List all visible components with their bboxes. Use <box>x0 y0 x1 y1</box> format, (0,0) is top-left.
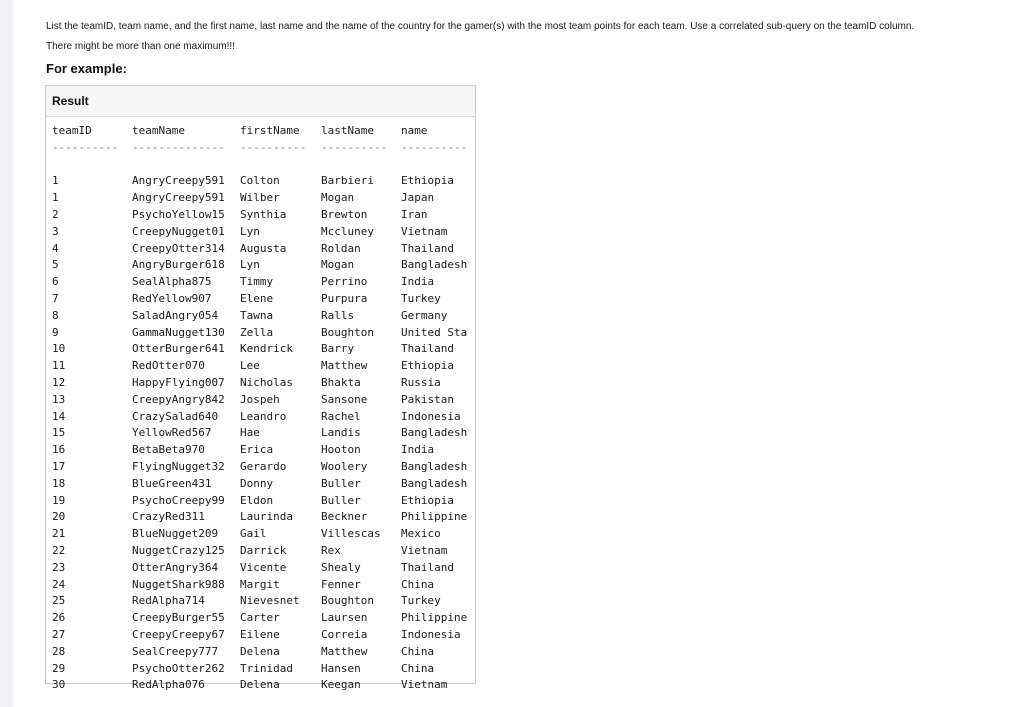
cell-teamname: SaladAngry054 <box>132 308 219 322</box>
table-row <box>52 509 475 526</box>
cell-teamname: NuggetCrazy125 <box>132 543 225 557</box>
cell-firstname: Gail <box>240 527 267 541</box>
cell-country: China <box>401 661 435 675</box>
table-row <box>52 543 475 560</box>
cell-firstname: Colton <box>240 174 280 188</box>
cell-teamname: SealCreepy777 <box>132 644 219 658</box>
cell-firstname: Trinidad <box>240 661 293 675</box>
table-row <box>52 677 475 694</box>
cell-teamid: 12 <box>52 375 66 389</box>
cell-teamid: 1 <box>52 191 59 205</box>
table-row <box>52 493 475 510</box>
cell-lastname: Purpura <box>321 291 368 305</box>
cell-teamname: OtterBurger641 <box>132 342 225 356</box>
table-row <box>52 425 475 442</box>
cell-country: Vietnam <box>401 678 448 692</box>
cell-lastname: Correia <box>321 627 368 641</box>
cell-lastname: Mogan <box>321 258 355 272</box>
cell-teamid: 18 <box>52 476 66 490</box>
table-row <box>52 644 475 661</box>
cell-country: Mexico <box>401 527 441 541</box>
cell-teamname: CreepyAngry842 <box>132 392 225 406</box>
cell-country: Ethiopia <box>401 493 454 507</box>
cell-firstname: Jospeh <box>240 392 280 406</box>
cell-lastname: Boughton <box>321 594 374 608</box>
cell-teamname: PsychoCreepy99 <box>132 493 225 507</box>
cell-teamname: RedOtter070 <box>132 359 205 373</box>
cell-country: Germany <box>401 308 448 322</box>
cell-teamid: 11 <box>52 359 66 373</box>
cell-teamid: 7 <box>52 291 59 305</box>
cell-lastname: Buller <box>321 493 361 507</box>
cell-lastname: Keegan <box>321 678 361 692</box>
cell-teamid: 9 <box>52 325 59 339</box>
cell-firstname: Erica <box>240 443 274 457</box>
cell-teamname: NuggetShark988 <box>132 577 225 591</box>
table-row <box>52 207 475 224</box>
cell-country: Turkey <box>401 291 441 305</box>
cell-teamname: CreepyOtter314 <box>132 241 225 255</box>
table-row <box>52 257 475 274</box>
cell-teamname: PsychoYellow15 <box>132 207 225 221</box>
cell-teamid: 5 <box>52 258 59 272</box>
cell-country: Bangladesh <box>401 476 468 490</box>
cell-teamname: CreepyNugget01 <box>132 224 225 238</box>
cell-lastname: Mccluney <box>321 224 374 238</box>
cell-lastname: Hooton <box>321 443 361 457</box>
cell-lastname: Rex <box>321 543 341 557</box>
cell-teamname: AngryCreepy591 <box>132 174 225 188</box>
cell-teamid: 8 <box>52 308 59 322</box>
table-row <box>52 224 475 241</box>
cell-country: Ethiopia <box>401 174 454 188</box>
table-row <box>52 593 475 610</box>
cell-lastname: Matthew <box>321 359 368 373</box>
table-row <box>52 459 475 476</box>
result-title: Result <box>46 86 475 117</box>
question-page <box>13 0 1024 707</box>
cell-country: Japan <box>401 191 435 205</box>
cell-teamname: BlueNugget209 <box>132 527 219 541</box>
cell-firstname: Augusta <box>240 241 287 255</box>
cell-lastname: Barbieri <box>321 174 374 188</box>
table-row <box>52 375 475 392</box>
table-row <box>52 560 475 577</box>
cell-firstname: Gerardo <box>240 459 287 473</box>
cell-firstname: Carter <box>240 611 280 625</box>
table-row <box>52 325 475 342</box>
cell-teamname: SealAlpha875 <box>132 275 212 289</box>
cell-lastname: Shealy <box>321 560 361 574</box>
cell-lastname: Sansone <box>321 392 368 406</box>
cell-lastname: Boughton <box>321 325 374 339</box>
result-panel <box>45 85 476 692</box>
cell-teamid: 6 <box>52 275 59 289</box>
cell-firstname: Laurinda <box>240 510 293 524</box>
cell-firstname: Nievesnet <box>240 594 300 608</box>
separator-cell: ---------- <box>321 140 388 154</box>
blank-line <box>52 157 475 174</box>
cell-teamname: RedYellow907 <box>132 291 212 305</box>
cell-country: Philippine <box>401 611 468 625</box>
cell-teamid: 13 <box>52 392 66 406</box>
cell-teamname: OtterAngry364 <box>132 560 219 574</box>
cell-teamid: 2 <box>52 207 59 221</box>
result-rows <box>52 173 475 694</box>
cell-teamname: RedAlpha076 <box>132 678 205 692</box>
table-row <box>52 274 475 291</box>
cell-teamname: RedAlpha714 <box>132 594 205 608</box>
table-row <box>52 341 475 358</box>
cell-lastname: Fenner <box>321 577 361 591</box>
table-row <box>52 476 475 493</box>
cell-teamid: 27 <box>52 627 66 641</box>
cell-country: India <box>401 443 435 457</box>
header-firstname: firstName <box>240 124 300 137</box>
cell-firstname: Donny <box>240 476 274 490</box>
cell-lastname: Perrino <box>321 275 368 289</box>
cell-teamname: YellowRed567 <box>132 426 212 440</box>
table-row <box>52 610 475 627</box>
cell-lastname: Hansen <box>321 661 361 675</box>
question-line-2: There might be more than one maximum!!! <box>46 41 235 52</box>
cell-country: Russia <box>401 375 441 389</box>
cell-lastname: Matthew <box>321 644 368 658</box>
cell-teamid: 10 <box>52 342 66 356</box>
result-output <box>46 117 475 694</box>
table-row <box>52 241 475 258</box>
cell-firstname: Hae <box>240 426 260 440</box>
cell-country: India <box>401 275 435 289</box>
cell-firstname: Lyn <box>240 224 260 238</box>
cell-lastname: Beckner <box>321 510 368 524</box>
separator-cell: ---------- <box>52 140 119 154</box>
cell-lastname: Landis <box>321 426 361 440</box>
result-separator-row <box>52 140 475 157</box>
cell-teamname: HappyFlying007 <box>132 375 225 389</box>
question-text <box>46 17 1021 57</box>
table-row <box>52 661 475 678</box>
separator-cell: ---------- <box>240 140 307 154</box>
cell-firstname: Timmy <box>240 275 274 289</box>
cell-teamid: 24 <box>52 577 66 591</box>
cell-teamid: 17 <box>52 459 66 473</box>
table-row <box>52 526 475 543</box>
cell-country: Vietnam <box>401 543 448 557</box>
cell-teamid: 30 <box>52 678 66 692</box>
cell-firstname: Zella <box>240 325 274 339</box>
cell-firstname: Delena <box>240 678 280 692</box>
cell-country: Bangladesh <box>401 426 468 440</box>
cell-firstname: Leandro <box>240 409 287 423</box>
cell-lastname: Buller <box>321 476 361 490</box>
example-heading: For example: <box>46 61 127 76</box>
table-row <box>52 409 475 426</box>
cell-lastname: Brewton <box>321 207 368 221</box>
cell-teamid: 21 <box>52 527 66 541</box>
table-row <box>52 442 475 459</box>
cell-teamname: AngryCreepy591 <box>132 191 225 205</box>
cell-teamname: CrazySalad640 <box>132 409 219 423</box>
cell-teamid: 14 <box>52 409 66 423</box>
header-name: name <box>401 124 428 137</box>
cell-teamid: 23 <box>52 560 66 574</box>
cell-teamname: BetaBeta970 <box>132 443 205 457</box>
cell-lastname: Villescas <box>321 527 381 541</box>
cell-teamid: 22 <box>52 543 66 557</box>
cell-lastname: Barry <box>321 342 355 356</box>
cell-firstname: Elene <box>240 291 274 305</box>
cell-teamname: CrazyRed311 <box>132 510 205 524</box>
cell-country: China <box>401 577 435 591</box>
cell-country: Iran <box>401 207 428 221</box>
separator-cell: -------------- <box>132 140 225 154</box>
cell-teamid: 15 <box>52 426 66 440</box>
table-row <box>52 627 475 644</box>
table-row <box>52 358 475 375</box>
cell-country: Turkey <box>401 594 441 608</box>
cell-firstname: Eldon <box>240 493 274 507</box>
cell-teamid: 28 <box>52 644 66 658</box>
cell-teamid: 25 <box>52 594 66 608</box>
cell-teamid: 29 <box>52 661 66 675</box>
cell-country: Indonesia <box>401 627 461 641</box>
table-row <box>52 190 475 207</box>
cell-teamid: 16 <box>52 443 66 457</box>
cell-lastname: Bhakta <box>321 375 361 389</box>
cell-lastname: Roldan <box>321 241 361 255</box>
question-line-1: List the teamID, team name, and the first name, last name and the name of the country for the gamer(s) with the most team points for each team. Use a correlated sub-query on the teamID column. <box>46 21 915 32</box>
cell-teamname: CreepyBurger55 <box>132 611 225 625</box>
cell-firstname: Margit <box>240 577 280 591</box>
cell-country: Bangladesh <box>401 258 468 272</box>
cell-lastname: Mogan <box>321 191 355 205</box>
cell-teamname: AngryBurger618 <box>132 258 225 272</box>
cell-country: China <box>401 644 435 658</box>
separator-cell: ---------- <box>401 140 468 154</box>
cell-firstname: Lee <box>240 359 260 373</box>
table-row <box>52 392 475 409</box>
cell-firstname: Vicente <box>240 560 287 574</box>
cell-country: Vietnam <box>401 224 448 238</box>
cell-teamid: 3 <box>52 224 59 238</box>
cell-firstname: Synthia <box>240 207 287 221</box>
cell-teamid: 1 <box>52 174 59 188</box>
cell-teamid: 19 <box>52 493 66 507</box>
cell-firstname: Tawna <box>240 308 274 322</box>
cell-teamname: BlueGreen431 <box>132 476 212 490</box>
cell-lastname: Laursen <box>321 611 368 625</box>
cell-teamname: CreepyCreepy67 <box>132 627 225 641</box>
cell-country: Thailand <box>401 342 454 356</box>
cell-teamname: FlyingNugget32 <box>132 459 225 473</box>
table-row <box>52 577 475 594</box>
header-teamid: teamID <box>52 124 92 137</box>
cell-teamname: GammaNugget130 <box>132 325 225 339</box>
table-row <box>52 173 475 190</box>
cell-lastname: Ralls <box>321 308 355 322</box>
cell-teamid: 20 <box>52 510 66 524</box>
cell-country: Thailand <box>401 241 454 255</box>
table-row <box>52 308 475 325</box>
cell-country: United Sta <box>401 325 468 339</box>
cell-country: Philippine <box>401 510 468 524</box>
header-lastname: lastName <box>321 124 374 137</box>
cell-firstname: Eilene <box>240 627 280 641</box>
cell-lastname: Rachel <box>321 409 361 423</box>
table-row <box>52 291 475 308</box>
cell-lastname: Woolery <box>321 459 368 473</box>
cell-country: Thailand <box>401 560 454 574</box>
cell-teamid: 4 <box>52 241 59 255</box>
cell-teamname: PsychoOtter262 <box>132 661 225 675</box>
cell-firstname: Delena <box>240 644 280 658</box>
header-teamname: teamName <box>132 124 185 137</box>
cell-country: Ethiopia <box>401 359 454 373</box>
cell-country: Indonesia <box>401 409 461 423</box>
cell-firstname: Darrick <box>240 543 287 557</box>
cell-firstname: Lyn <box>240 258 260 272</box>
cell-country: Bangladesh <box>401 459 468 473</box>
cell-teamid: 26 <box>52 611 66 625</box>
cell-firstname: Wilber <box>240 191 280 205</box>
cell-country: Pakistan <box>401 392 454 406</box>
cell-firstname: Kendrick <box>240 342 293 356</box>
cell-firstname: Nicholas <box>240 375 293 389</box>
result-header-row <box>52 123 475 140</box>
